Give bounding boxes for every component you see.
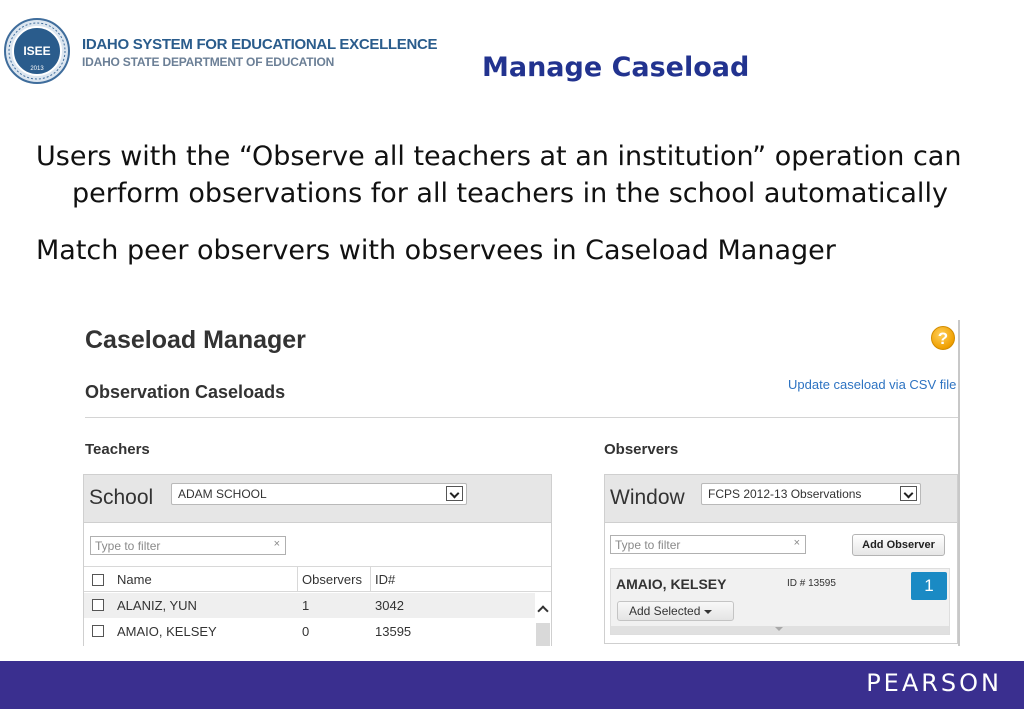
observers-panel-header: [605, 475, 957, 523]
column-divider: [370, 567, 371, 591]
teacher-name: AMAIO, KELSEY: [117, 624, 217, 639]
clear-filter-icon[interactable]: ×: [273, 538, 280, 550]
school-label: School: [89, 486, 154, 509]
teacher-name: ALANIZ, YUN: [117, 598, 197, 613]
isee-logo: [4, 14, 438, 84]
seal-year: 2013: [30, 66, 44, 72]
bullet-observe-all: Users with the “Observe all teachers at an institution” operation can perform observations for all teachers in the school automatically: [36, 141, 962, 209]
observer-id: ID # 13595: [787, 578, 836, 589]
update-caseload-csv-link[interactable]: Update caseload via CSV file: [788, 377, 957, 392]
caseload-count-badge: 1: [911, 572, 947, 600]
school-select[interactable]: [171, 483, 467, 505]
divider: [85, 417, 958, 418]
row-checkbox[interactable]: [92, 599, 104, 611]
observers-filter-input[interactable]: [610, 535, 806, 554]
add-observer-button[interactable]: Add Observer: [852, 534, 945, 556]
table-row[interactable]: [84, 619, 535, 644]
teacher-id: 3042: [375, 598, 404, 613]
teacher-id: 13595: [375, 624, 412, 639]
caret-down-icon: [704, 610, 712, 614]
footer-bar: [0, 661, 1024, 709]
chevron-down-icon[interactable]: [446, 486, 463, 501]
expand-card-bar[interactable]: [611, 626, 949, 634]
column-observers[interactable]: Observers: [302, 572, 362, 587]
teachers-filter-input[interactable]: [90, 536, 286, 555]
column-name[interactable]: Name: [117, 572, 152, 587]
row-checkbox[interactable]: [92, 625, 104, 637]
table-row[interactable]: [84, 593, 535, 618]
school-select-value: ADAM SCHOOL: [178, 487, 267, 501]
observers-panel: [604, 474, 958, 644]
logo-line-1: IDAHO SYSTEM FOR EDUCATIONAL EXCELLENCE: [82, 36, 438, 53]
caseload-manager-title: Caseload Manager: [85, 326, 306, 354]
observation-caseloads-heading: Observation Caseloads: [85, 382, 286, 402]
caseload-manager-screenshot: [80, 320, 960, 646]
observers-filter-placeholder: Type to filter: [615, 538, 681, 552]
window-select[interactable]: [701, 483, 921, 505]
select-all-checkbox[interactable]: [92, 574, 104, 586]
isee-seal-icon: [4, 18, 70, 84]
chevron-down-icon[interactable]: [900, 486, 917, 501]
observer-card[interactable]: [610, 568, 950, 635]
slide-title: Manage Caseload: [482, 52, 750, 83]
add-selected-button[interactable]: [617, 601, 734, 621]
teachers-panel-header: [84, 475, 551, 523]
window-select-value: FCPS 2012-13 Observations: [708, 487, 862, 501]
add-selected-label: Add Selected: [629, 604, 701, 618]
seal-text: ISEE: [23, 44, 51, 58]
teachers-section-label: Teachers: [85, 441, 150, 458]
teacher-observers: 1: [302, 598, 310, 613]
window-label: Window: [610, 486, 685, 509]
observers-section-label: Observers: [604, 441, 679, 458]
teachers-table-header: [84, 566, 551, 592]
column-id[interactable]: ID#: [375, 572, 396, 587]
logo-line-2: IDAHO STATE DEPARTMENT OF EDUCATION: [82, 55, 335, 69]
column-divider: [297, 567, 298, 591]
expand-chevron-icon[interactable]: [775, 627, 783, 631]
bullet-match-peers: Match peer observers with observees in Caseload Manager: [36, 235, 836, 266]
teachers-filter-placeholder: Type to filter: [95, 539, 161, 553]
bullet-list: [36, 138, 996, 269]
teacher-observers: 0: [302, 624, 310, 639]
pearson-logo: PEARSON: [866, 669, 1002, 697]
help-icon[interactable]: ?: [931, 326, 955, 350]
scroll-up-icon[interactable]: [535, 601, 551, 617]
teachers-panel: [83, 474, 552, 646]
observer-name: AMAIO, KELSEY: [616, 576, 727, 592]
logo-text: [82, 36, 437, 69]
scrollbar-track[interactable]: [536, 623, 550, 646]
clear-filter-icon[interactable]: ×: [793, 537, 800, 549]
